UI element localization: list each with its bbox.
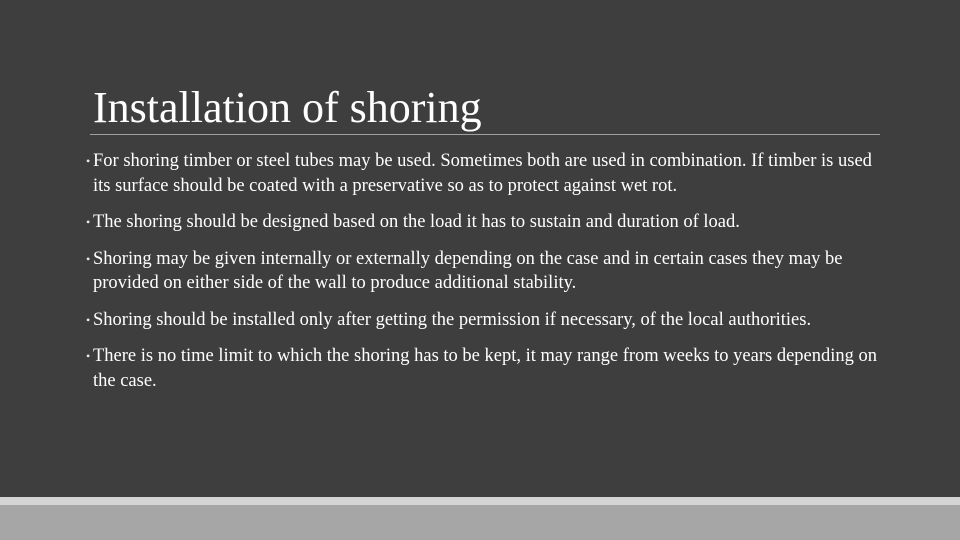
bullet-text: For shoring timber or steel tubes may be used. Sometimes both are used in combination. If timber is used its surface should be coated with a preservative so as to protect against wet rot. bbox=[93, 151, 872, 196]
bullet-text: Shoring should be installed only after getting the permission if necessary, of the local authorities. bbox=[93, 309, 812, 330]
bullet-text: Shoring may be given internally or externally depending on the case and in certain cases they may be provided on either side of the wall to produce additional stability. bbox=[93, 248, 843, 293]
bullet-dot-icon: • bbox=[86, 251, 91, 266]
bullet-text: There is no time limit to which the shoring has to be kept, it may range from weeks to years depending on the case. bbox=[93, 346, 878, 391]
bullet-dot-icon: • bbox=[86, 154, 91, 168]
footer-bar bbox=[0, 505, 960, 540]
bullet-item bbox=[86, 308, 886, 333]
bullet-item bbox=[86, 149, 886, 198]
bullet-dot-icon: • bbox=[86, 312, 91, 327]
bullet-item bbox=[86, 247, 886, 296]
bullet-item bbox=[86, 210, 886, 235]
footer-accent-strip bbox=[0, 497, 960, 505]
slide-title: Installation of shoring bbox=[93, 83, 482, 132]
bullet-list bbox=[86, 149, 886, 405]
bullet-dot-icon: • bbox=[86, 215, 91, 229]
bullet-item bbox=[86, 344, 886, 393]
bullet-text: The shoring should be designed based on the load it has to sustain and duration of load. bbox=[93, 212, 740, 232]
title-divider bbox=[90, 134, 880, 135]
bullet-dot-icon: • bbox=[86, 349, 91, 363]
